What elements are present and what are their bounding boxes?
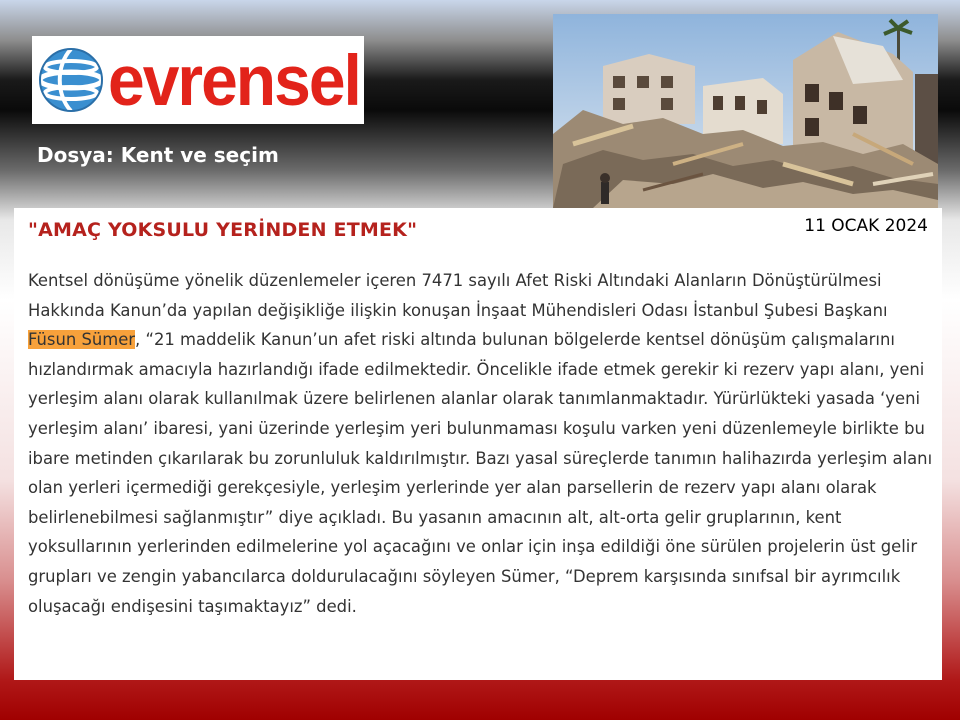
article-text-part: Kentsel dönüşüme yönelik düzenlemeler içeren 7471 sayılı Afet Riski Altındaki Alanların Dönüştürülmesi Hakkında Kanun’da yapılan değişikliğe ilişkin konuşan İnşaat Mühendisleri Odası İstanbul Şubesi Başkanı (28, 271, 888, 320)
logo-wordmark: evrensel (108, 40, 360, 120)
article-panel (14, 208, 942, 680)
article-text-part: , “21 maddelik Kanun’un afet riski altında bulunan bölgelerde kentsel dönüşüm çalışmalarını hızlandırmak amacıyla hazırlandığı ifade edilmektedir. Öncelikle ifade etmek gerekir ki rezerv yapı alanı, yeni yerleşim alanı olarak kullanılmak üzere belirlenen alanlar olarak tanımlanmaktadır. Yürürlükteki yasada ‘yeni yerleşim alanı’ ibaresi, yani üzerinde yerleşim yeri bulunmaması koşulu varken yeni düzenlemeyle birlikte bu ibare metinden çıkarılarak bu zorunluluk kaldırılmıştır. Bazı yasal süreçlerde tanımın halihazırda yerleşim alanı olan yerleri içermediği gerekçesiyle, yerleşim yerlerinde yer alan parsellerin de rezerv yapı alanı olarak belirlenebilmesi sağlanmıştır” diye açıkladı. Bu yasanın amacının alt, alt-orta gelir gruplarının, kent yoksullarının yerlerinden edilmelerine yol açacağını ve onlar için inşa edildiği öne sürülen projelerin üst gelir grupları ve zengin yabancılarca doldurulacağını söyleyen Sümer, “Deprem karşısında sınıfsal bir ayrımcılık oluşacağı endişesini taşımaktayız” dedi. (28, 330, 933, 616)
article-date: 11 OCAK 2024 (804, 216, 928, 236)
globe-logo-icon (36, 45, 106, 115)
evrensel-logo[interactable] (32, 36, 364, 124)
rubble-image (553, 14, 938, 208)
article-headline: "AMAÇ YOKSULU YERİNDEN ETMEK" (28, 219, 418, 241)
section-label: Dosya: Kent ve seçim (37, 143, 279, 167)
highlighted-name: Füsun Sümer (28, 330, 136, 350)
article-body (28, 266, 934, 621)
earthquake-rubble-photo (553, 14, 938, 208)
